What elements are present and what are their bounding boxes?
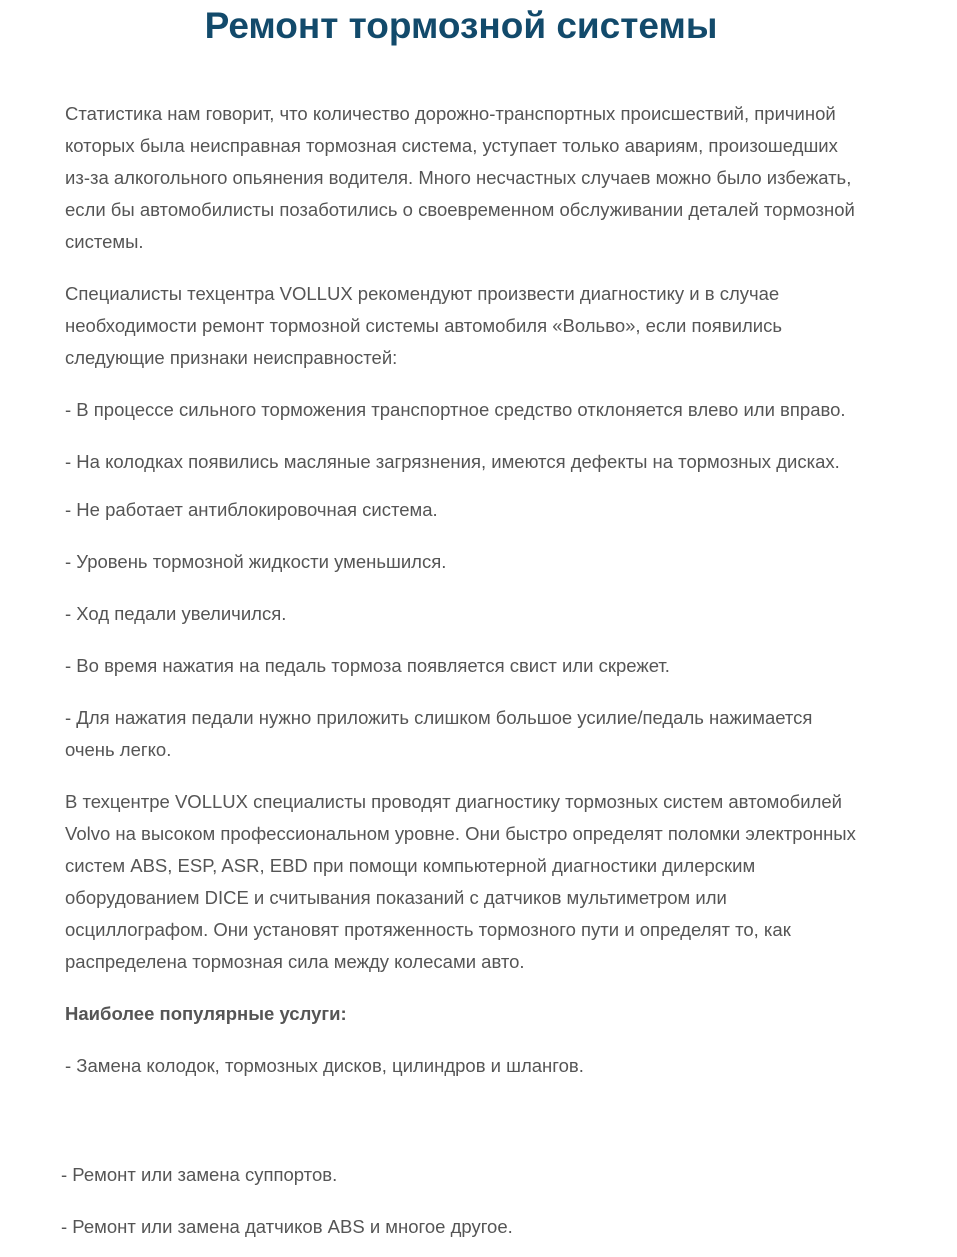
symptom-item: - Во время нажатия на педаль тормоза появляется свист или скрежет. [65,655,670,676]
article-body [65,98,865,1102]
symptom-item: - В процессе сильного торможения транспортное средство отклоняется влево или вправо. [65,399,846,420]
page-title: Ремонт тормозной системы [204,5,718,46]
symptom-item: - Для нажатия педали нужно приложить слишком большое усилие/педаль нажимается очень легко. [65,707,813,760]
services-heading: Наиболее популярные услуги: [65,1003,347,1024]
diagnostics-paragraph: В техцентре VOLLUX специалисты проводят диагностику тормозных систем автомобилей Volvo на высоком профессиональном уровне. Они быстро определят поломки электронных систем ABS, ESP, ASR, EBD при помощи компьютерной диагностики дилерским оборудованием DICE и считывания показаний с датчиков мультиметром или осциллографом. Они установят протяженность тормозного пути и определят то, как распределена тормозная сила между колесами авто. [65,791,856,972]
service-item: - Ремонт или замена суппортов. [61,1164,338,1185]
symptom-item: - Не работает антиблокировочная система. [65,499,438,520]
service-item: - Замена колодок, тормозных дисков, цилиндров и шлангов. [65,1055,584,1076]
symptom-item: - Ход педали увеличился. [65,603,287,624]
recommendation-paragraph: Специалисты техцентра VOLLUX рекомендуют произвести диагностику и в случае необходимости ремонт тормозной системы автомобиля «Вольво», если появились следующие признаки неисправностей: [65,283,782,368]
symptom-item: - На колодках появились масляные загрязнения, имеются дефекты на тормозных дисках. [65,451,840,472]
service-item: - Ремонт или замена датчиков ABS и многое другое. [61,1216,513,1237]
symptom-item: - Уровень тормозной жидкости уменьшился. [65,551,447,572]
intro-paragraph: Статистика нам говорит, что количество дорожно-транспортных происшествий, причиной которых была неисправная тормозная система, уступает только авариям, произошедших из-за алкогольного опьянения водителя. Много несчастных случаев можно было избежать, если бы автомобилисты позаботились о своевременном обслуживании деталей тормозной системы. [65,103,855,252]
